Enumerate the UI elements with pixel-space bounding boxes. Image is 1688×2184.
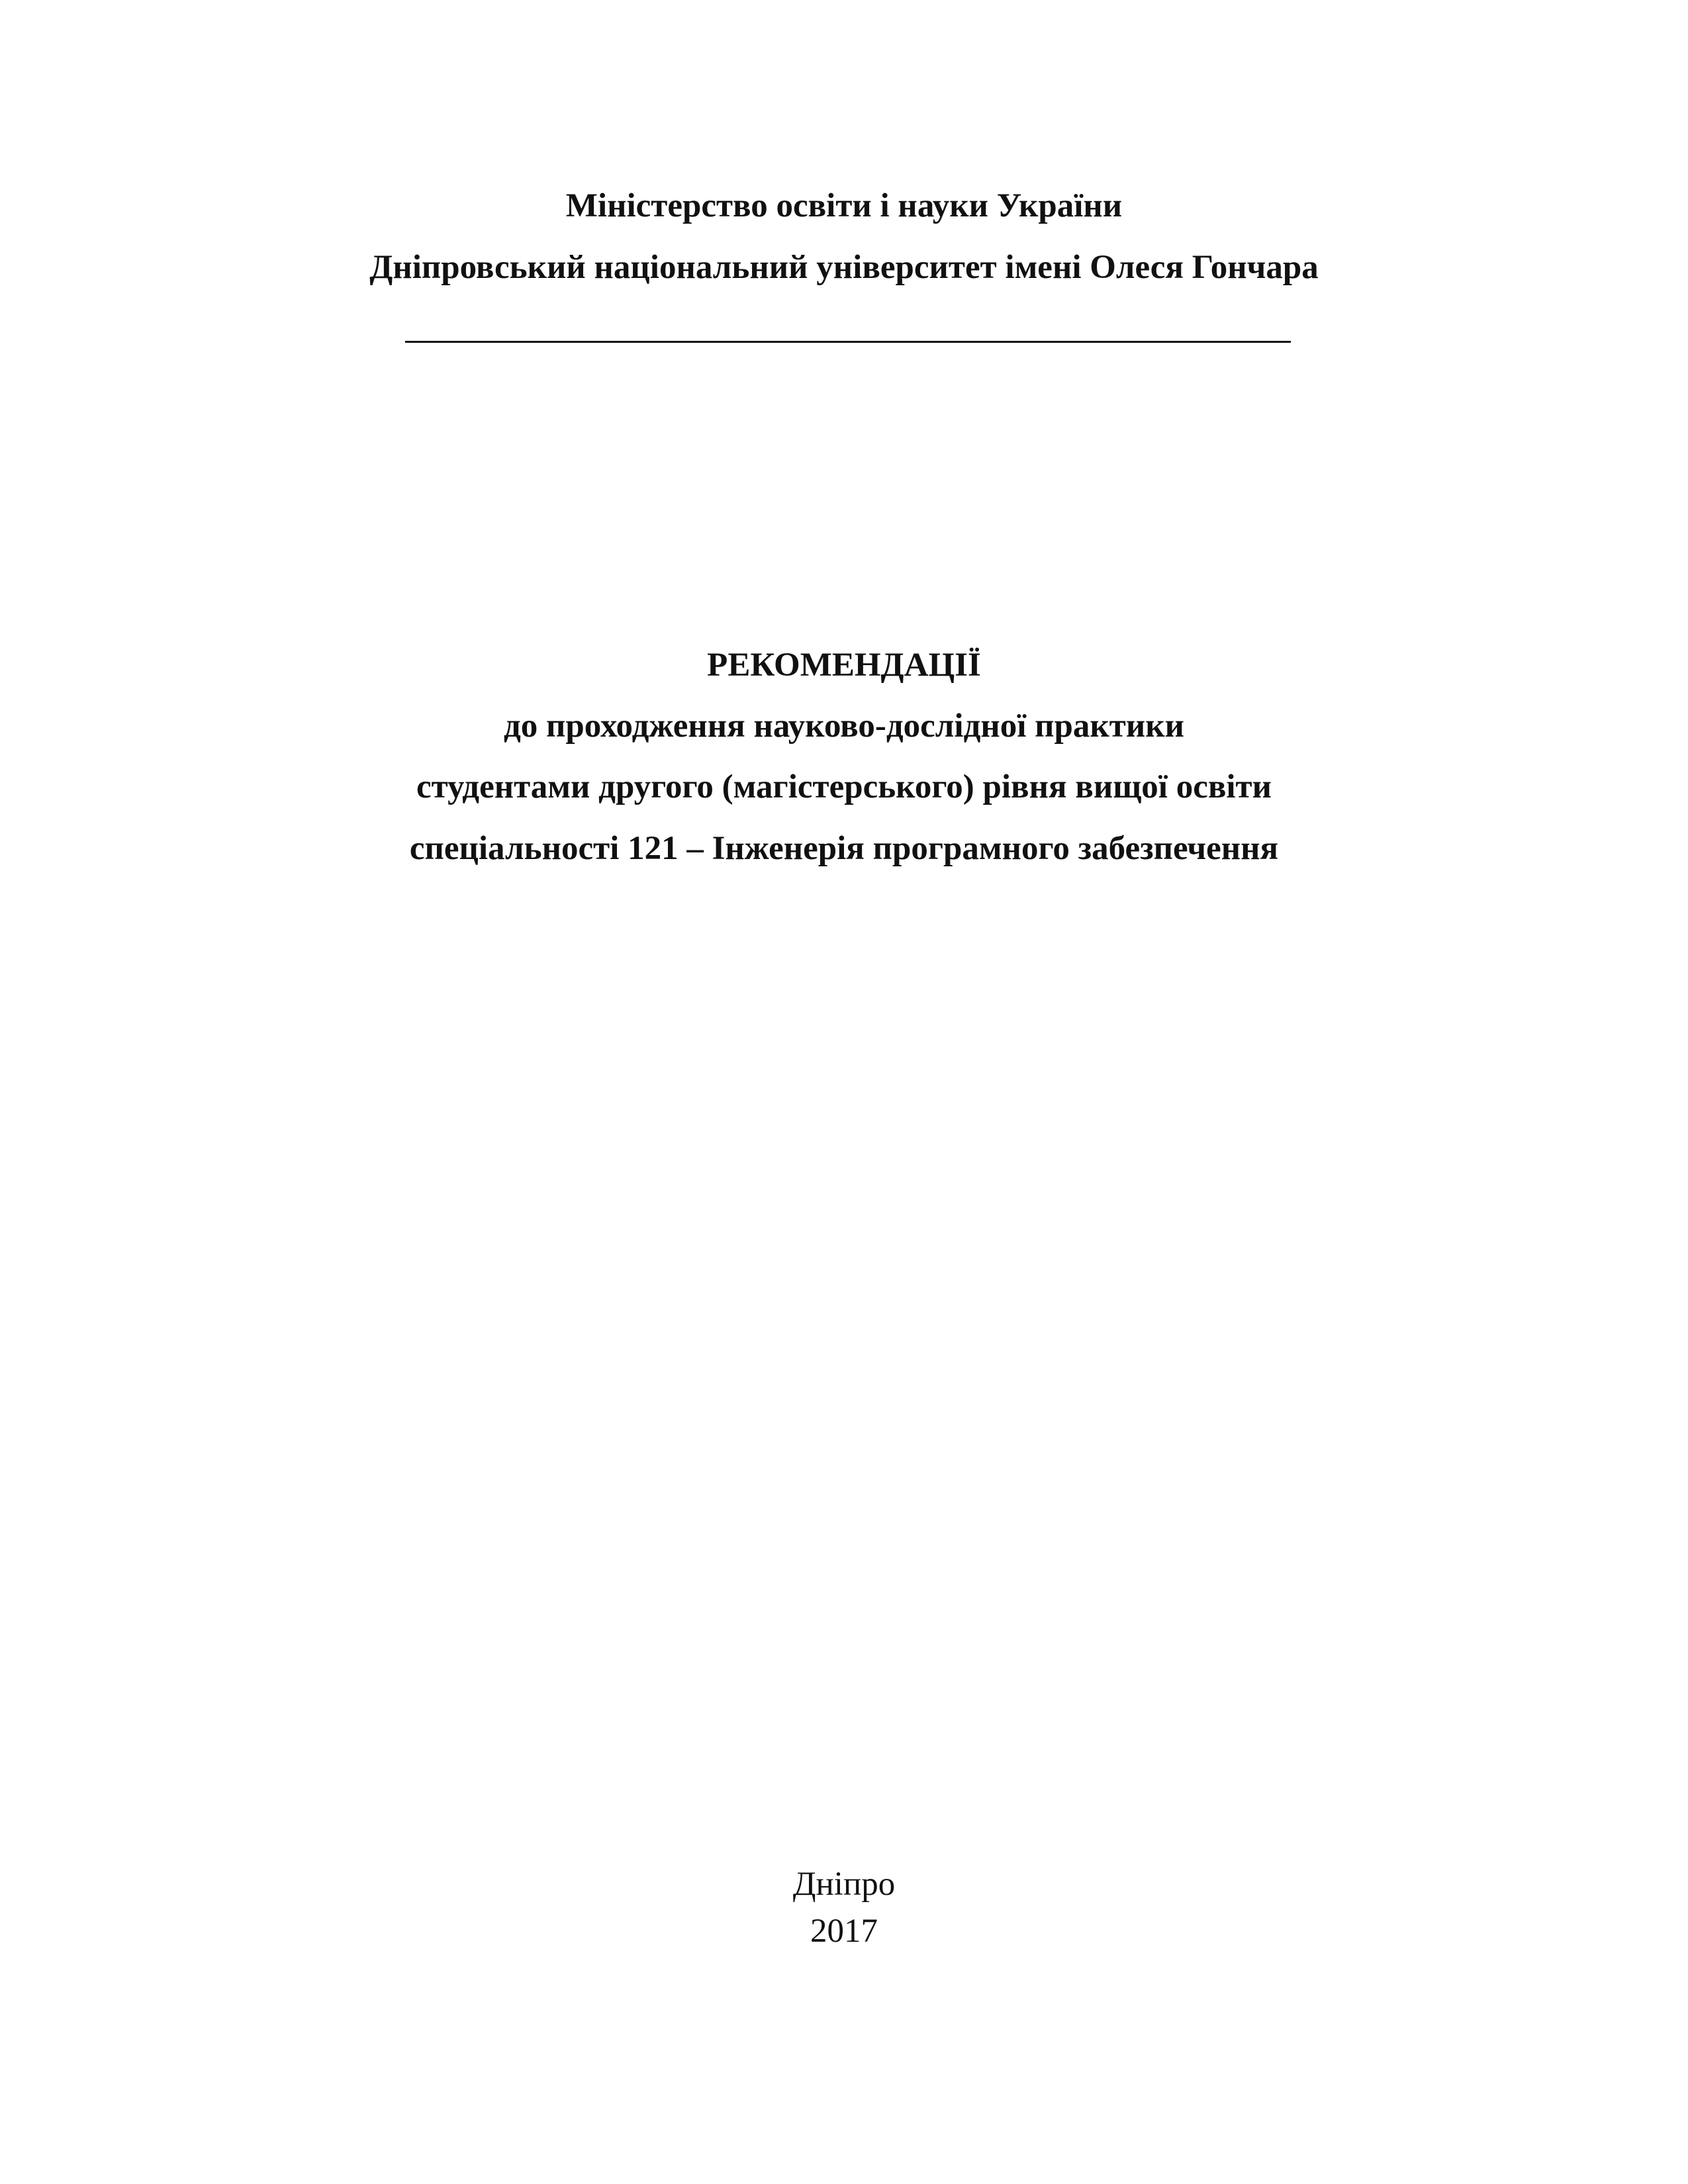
- subtitle-line-1: до проходження науково-дослідної практики: [503, 707, 1185, 745]
- subtitle-line-2: студентами другого (магістерського) рівня вищої освіти: [416, 768, 1272, 805]
- publication-city: Дніпро: [792, 1866, 896, 1903]
- document-title: РЕКОМЕНДАЦІЇ: [707, 647, 981, 684]
- university-name: Дніпровський національний університет імені Олеся Гончара: [369, 249, 1319, 286]
- subtitle-line-3: спеціальності 121 – Інженерія програмного забезпечення: [409, 830, 1279, 867]
- ministry-name: Міністерство освіти і науки України: [565, 187, 1123, 224]
- header-divider: [405, 341, 1291, 343]
- publication-year: 2017: [810, 1913, 878, 1950]
